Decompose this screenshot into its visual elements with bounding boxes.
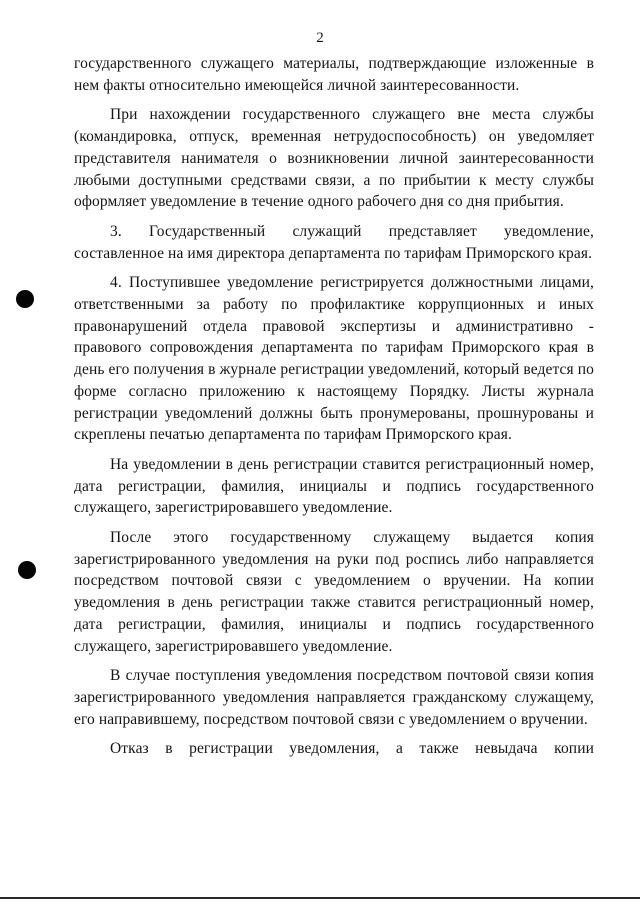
paragraph-postal-delivery: В случае поступления уведомления посредством почтовой связи копия зарегистрированного уведомления направляется гражданскому служащему, его направившему, посредством почтовой связи с уведомлением о вручении. [74, 667, 594, 728]
paragraph-registration-details: На уведомлении в день регистрации ставится регистрационный номер, дата регистрации, фамилия, инициалы и подпись государственного служащего, зарегистрировавшего уведомление. [74, 455, 594, 517]
paragraph-absence-notice: При нахождении государственного служащего вне места службы (командировка, отпуск, временная нетрудоспособность) он уведомляет представителя нанимателя о возникновении личной заинтересованности любыми доступными средствами связи, а по прибытии к месту службы оформляет уведомление в течение одного рабочего дня со дня прибытия. [74, 106, 594, 211]
paragraph-continuation: государственного служащего материалы, подтверждающие изложенные в нем факты относительно имеющейся личной заинтересованности. [74, 55, 594, 94]
punch-hole-top [16, 290, 34, 308]
page-number: 2 [316, 30, 324, 46]
bottom-scan-edge [0, 897, 640, 899]
punch-hole-bottom [18, 561, 36, 579]
paragraph-item-4: 4. Поступившее уведомление регистрируется должностными лицами, ответственными за работу по профилактике коррупционных и иных правонарушений отдела правовой экспертизы и административно - правового сопровождения департамента по тарифам Приморского края в день его получения в журнале регистрации уведомлений, который ведется по форме согласно приложению к настоящему Порядку. Листы журнала регистрации уведомлений должны быть пронумерованы, прошнурованы и скреплены печатью департамента по тарифам Приморского края. [74, 274, 594, 444]
paragraph-refusal: Отказ в регистрации уведомления, а также невыдача копии [110, 740, 594, 758]
paragraph-copy-issuance: После этого государственному служащему выдается копия зарегистрированного уведомления на руки под роспись либо направляется посредством почтовой связи с уведомлением о вручении. На копии уведомления в день регистрации также ставится регистрационный номер, дата регистрации, фамилия, инициалы и подпись государственного служащего, зарегистрировавшего уведомление. [74, 529, 594, 655]
document-body [74, 53, 594, 760]
paragraph-item-3: 3. Государственный служащий представляет уведомление, составленное на имя директора департамента по тарифам Приморского края. [74, 222, 594, 262]
